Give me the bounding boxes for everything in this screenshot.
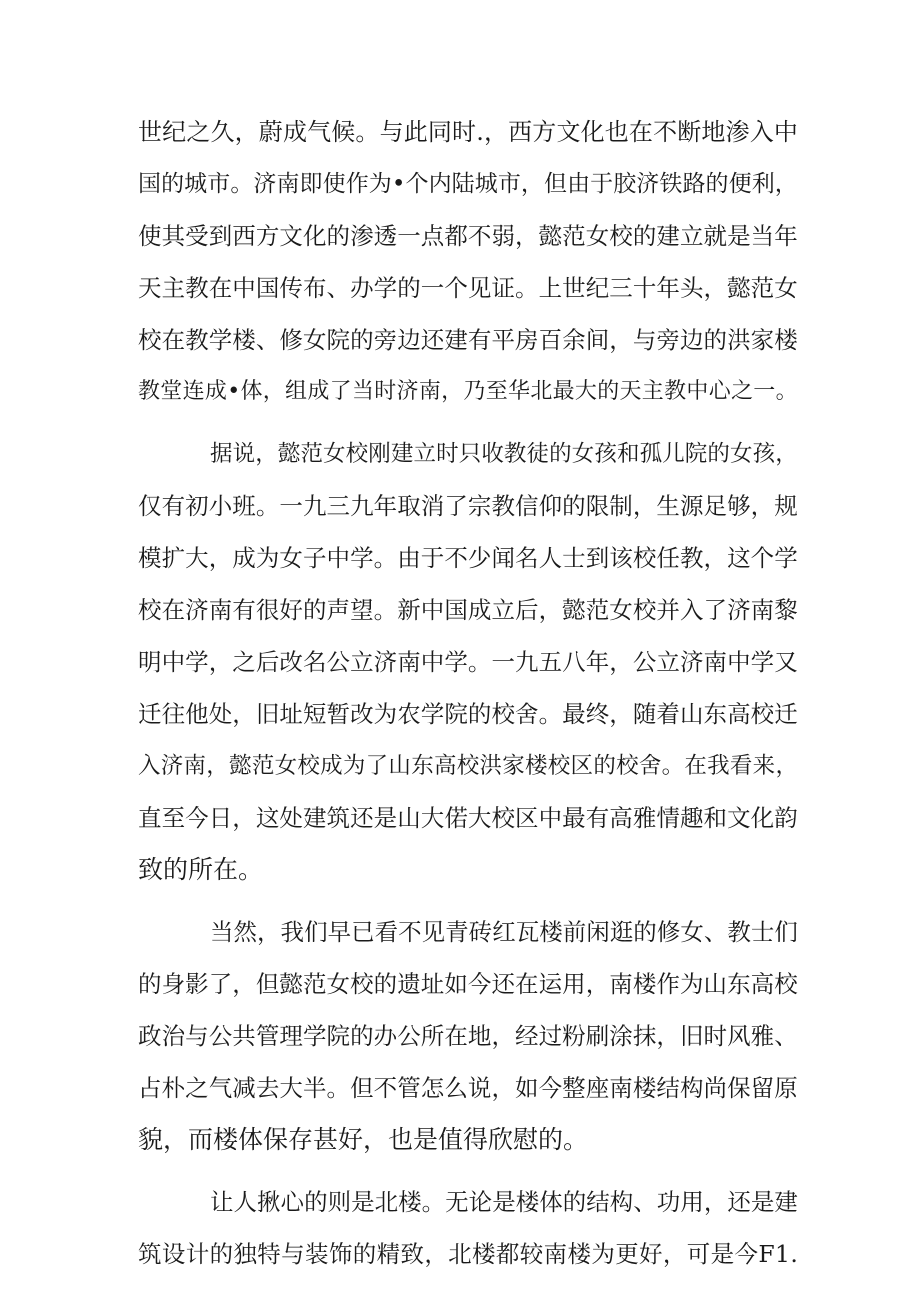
text-line: 筑 设 计 的 独 特 与 装 饰 的 精 致 ， 北 楼 都 较 南 楼 为 更 好 ， 可 是 今 F 1 . [138, 1240, 798, 1268]
text-line: 教 堂 连 成 • 体 ， 组 成 了 当 时 济 南 ， 乃 至 华 北 最 大 的 天 主 教 中 心 之 一 。 [138, 379, 798, 404]
text-line: 仅 有 初 小 班 。 一 九 三 九 年 取 消 了 宗 教 信 仰 的 限 制 ， 生 源 足 够 ， 规 [138, 492, 798, 520]
text-line: 占 朴 之 气 减 去 大 半 。 但 不 管 怎 么 说 ， 如 今 整 座 南 楼 结 构 尚 保 留 原 [138, 1074, 798, 1102]
paragraph-first-line: 据 说 ， 懿 范 女 校 刚 建 立 时 只 收 教 徒 的 女 孩 和 孤 儿 院 的 女 孩 ， [210, 441, 798, 467]
text-line: 致的所在。 [138, 855, 264, 884]
text-line: 迁 往 他 处 ， 旧 址 短 暂 改 为 农 学 院 的 校 舍 。 最 终 ， 随 着 山 东 高 校 迁 [138, 700, 798, 728]
text-line: 世 纪 之 久 ， 蔚 成 气 候 。 与 此 同 时 . ， 西 方 文 化 也 在 不 断 地 渗 入 中 [138, 118, 798, 146]
text-line: 直 至 今 日 ， 这 处 建 筑 还 是 山 大 偌 大 校 区 中 最 有 高 雅 情 趣 和 文 化 韵 [138, 804, 798, 832]
text-line: 貌，而楼体保存甚好，也是值得欣慰的。 [138, 1125, 589, 1154]
text-line: 校 在 教 学 楼 、 修 女 院 的 旁 边 还 建 有 平 房 百 余 间 ， 与 旁 边 的 洪 家 楼 [138, 326, 798, 354]
text-line: 的 身 影 了 ， 但 懿 范 女 校 的 遗 址 如 今 还 在 运 用 ， 南 楼 作 为 山 东 高 校 [138, 970, 798, 998]
text-line: 入 济 南 ， 懿 范 女 校 成 为 了 山 东 高 校 洪 家 楼 校 区 的 校 舍 。 在 我 看 来 ， [138, 753, 798, 779]
text-line: 校 在 济 南 有 很 好 的 声 望 。 新 中 国 成 立 后 ， 懿 范 女 校 并 入 了 济 南 黎 [138, 596, 798, 624]
paragraph-first-line: 当 然 ， 我 们 早 已 看 不 见 青 砖 红 瓦 楼 前 闲 逛 的 修 女 、 教 士 们 [210, 918, 798, 946]
paragraph-first-line: 让 人 揪 心 的 则 是 北 楼 。 无 论 是 楼 体 的 结 构 、 功 用 ， 还 是 建 [210, 1188, 798, 1216]
text-line: 模 扩 大 ， 成 为 女 子 中 学 。 由 于 不 少 闻 名 人 士 到 该 校 任 教 ， 这 个 学 [138, 544, 798, 572]
text-line: 国 的 城 市 。 济 南 即 使 作 为 • 个 内 陆 城 市 ， 但 由 于 胶 济 铁 路 的 便 利 ， [138, 171, 798, 197]
text-line: 使 其 受 到 西 方 文 化 的 渗 透 一 点 都 不 弱 ， 懿 范 女 校 的 建 立 就 是 当 年 [138, 222, 798, 250]
text-line: 天 主 教 在 中 国 传 布 、 办 学 的 一 个 见 证 。 上 世 纪 三 十 年 头 ， 懿 范 女 [138, 274, 798, 302]
text-line: 政 治 与 公 共 管 理 学 院 的 办 公 所 在 地 ， 经 过 粉 刷 涂 抹 ， 旧 时 风 雅 、 [138, 1022, 798, 1050]
text-line: 明 中 学 ， 之 后 改 名 公 立 济 南 中 学 。 一 九 五 八 年 ， 公 立 济 南 中 学 又 [138, 648, 798, 676]
